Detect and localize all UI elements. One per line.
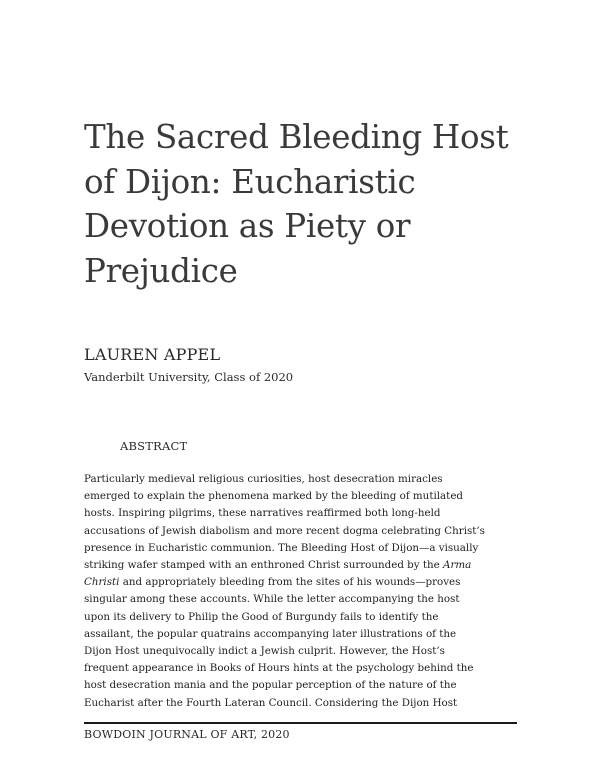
journal-footer: BOWDOIN JOURNAL OF ART, 2020: [84, 728, 290, 741]
title-line: Prejudice: [84, 251, 238, 290]
abstract-line: hosts. Inspiring pilgrims, these narratives reaffirmed both long-held: [84, 507, 441, 520]
paper-title: [84, 115, 554, 293]
abstract-line: [84, 574, 524, 591]
abstract-line: frequent appearance in Books of Hours hints at the psychology behind the: [84, 662, 474, 675]
author-affiliation: Vanderbilt University, Class of 2020: [84, 370, 294, 384]
abstract-body: [84, 471, 524, 712]
abstract-line: emerged to explain the phenomena marked by the bleeding of mutilated: [84, 490, 463, 503]
abstract-text: and appropriately bleeding from the sites of his wounds—proves: [122, 576, 461, 589]
abstract-line: Particularly medieval religious curiosities, host desecration miracles: [84, 473, 443, 485]
abstract-line: host desecration mania and the popular perception of the nature of the: [84, 679, 457, 692]
italic-term: Arma: [443, 559, 472, 572]
abstract-line: singular among these accounts. While the letter accompanying the host: [84, 593, 460, 606]
title-line: The Sacred Bleeding Host: [84, 118, 509, 156]
author-name: LAUREN APPEL: [84, 345, 221, 364]
title-line: Devotion as Piety or: [84, 207, 411, 245]
abstract-line: Dijon Host unequivocally indict a Jewish culprit. However, the Host’s: [84, 645, 445, 658]
footer-rule: [84, 722, 517, 724]
italic-term: Christi: [84, 576, 120, 589]
abstract-text: striking wafer stamped with an enthroned Christ surrounded by the: [84, 559, 440, 572]
abstract-line: [84, 557, 524, 574]
abstract-line: accusations of Jewish diabolism and more recent dogma celebrating Christ’s: [84, 524, 485, 537]
abstract-line: presence in Eucharistic communion. The Bleeding Host of Dijon—a visually: [84, 541, 479, 554]
abstract-line: Eucharist after the Fourth Lateran Council. Considering the Dijon Host: [84, 696, 458, 709]
abstract-heading: ABSTRACT: [120, 439, 188, 453]
abstract-line: upon its delivery to Philip the Good of Burgundy fails to identify the: [84, 610, 439, 623]
title-line: of Dijon: Eucharistic: [84, 162, 416, 201]
abstract-line: assailant, the popular quatrains accompanying later illustrations of the: [84, 627, 457, 640]
